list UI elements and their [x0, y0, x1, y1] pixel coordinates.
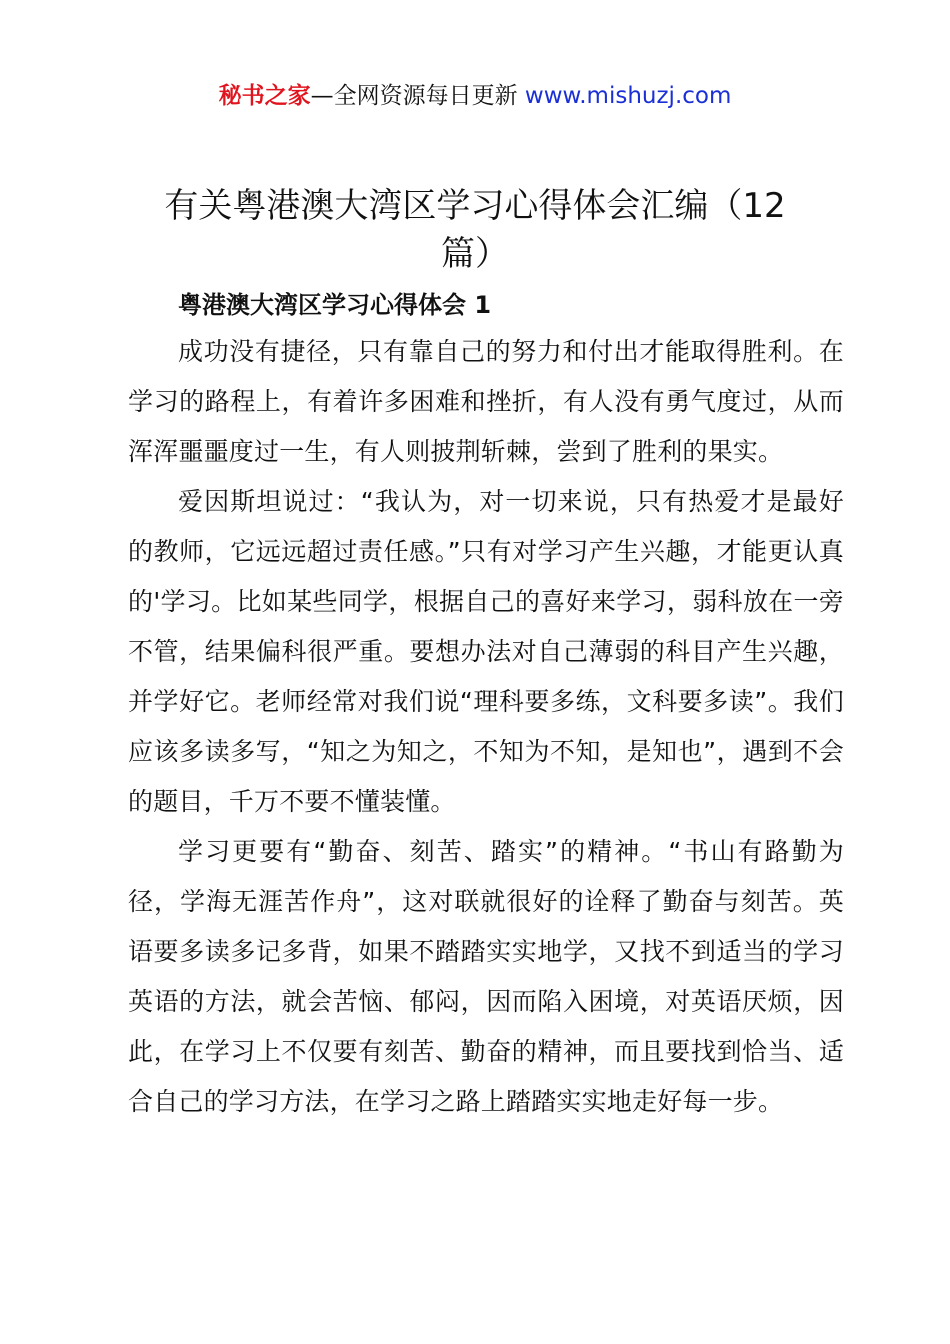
paragraph: 成功没有捷径，只有靠自己的努力和付出才能取得胜利。在学习的路程上，有着许多困难和挫折，有人没有勇气度过，从而浑浑噩噩度过一生，有人则披荆斩棘，尝到了胜利的果实。 [128, 337, 844, 466]
paragraph: 学习更要有“勤奋、刻苦、踏实”的精神。“书山有路勤为径，学海无涯苦作舟”，这对联就很好的诠释了勤奋与刻苦。英语要多读多记多背，如果不踏踏实实地学，又找不到适当的学习英语的方法，就会苦恼、郁闷，因而陷入困境，对英语厌烦，因此，在学习上不仅要有刻苦、勤奋的精神，而且要找到恰当、适合自己的学习方法，在学习之路上踏踏实实地走好每一步。 [128, 837, 844, 1116]
header-tagline: —全网资源每日更新 [310, 83, 518, 109]
site-url-link[interactable]: www.mishuzj.com [524, 83, 732, 109]
document-title [128, 182, 822, 278]
paragraph: 爱因斯坦说过：“我认为，对一切来说，只有热爱才是最好的教师，它远远超过责任感。”只有对学习产生兴趣，才能更认真的'学习。比如某些同学，根据自己的喜好来学习，弱科放在一旁不管，结果偏科很严重。要想办法对自己薄弱的科目产生兴趣，并学好它。老师经常对我们说“理科要多练，文科要多读”。我们应该多读多写，“知之为知之，不知为不知，是知也”，遇到不会的题目，千万不要不懂装懂。 [128, 487, 844, 816]
document-title-line-2: 篇） [441, 234, 509, 274]
site-header [0, 80, 950, 112]
section-heading: 粤港澳大湾区学习心得体会 1 [178, 291, 492, 319]
brand-name: 秘书之家 [218, 83, 311, 109]
document-title-line-1: 有关粤港澳大湾区学习心得体会汇编（12 [164, 186, 786, 226]
document-body [128, 327, 844, 1127]
